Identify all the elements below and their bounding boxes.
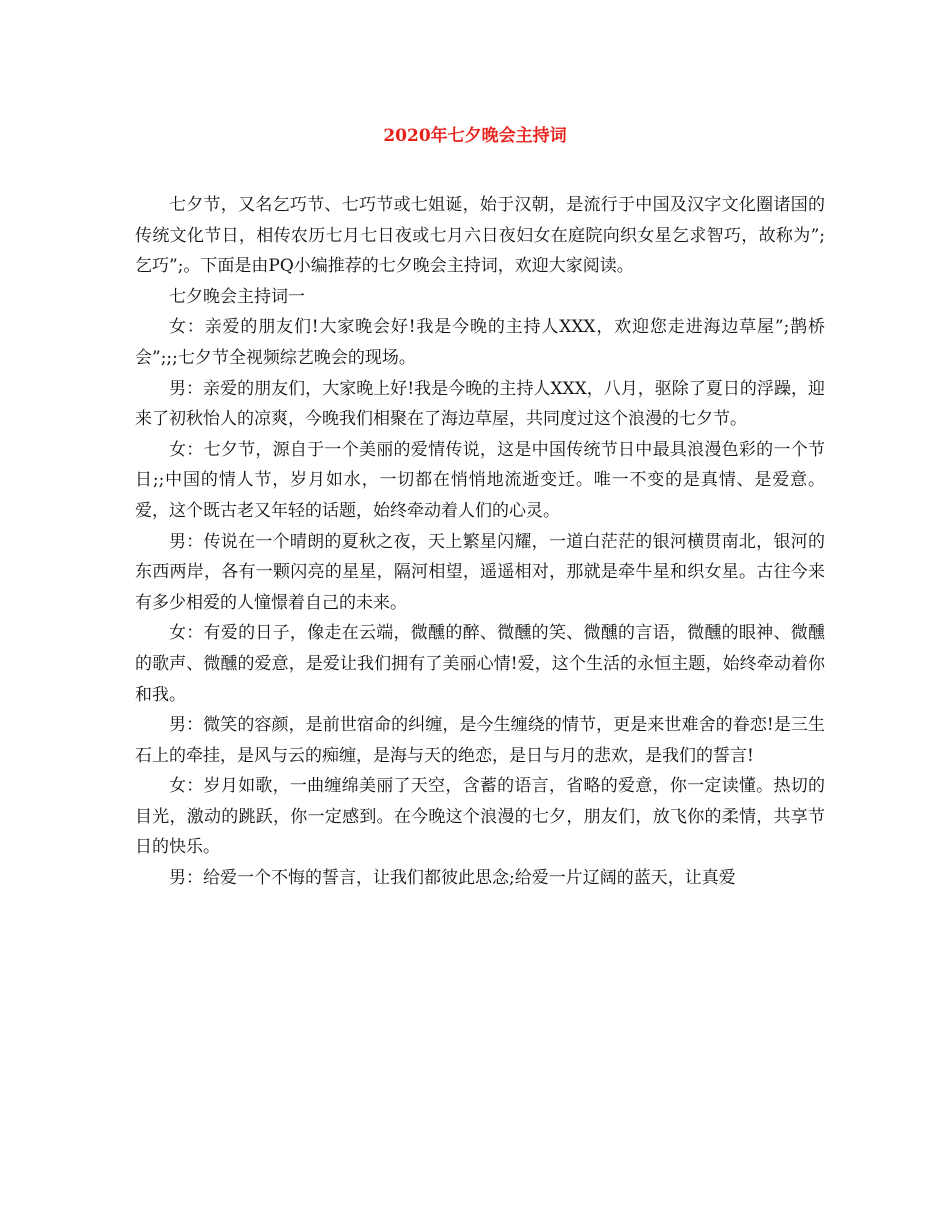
paragraph-female-2: 女：七夕节，源自于一个美丽的爱情传说，这是中国传统节日中最具浪漫色彩的一个节日;;中国的情人节，岁月如水，一切都在悄悄地流逝变迁。唯一不变的是真情、是爱意。爱，这个既古老又年轻的话题，始终牵动着人们的心灵。 (135, 439, 825, 521)
paragraph-female-3: 女：有爱的日子，像走在云端，微醺的醉、微醺的笑、微醺的言语，微醺的眼神、微醺的歌声、微醺的爱意，是爱让我们拥有了美丽心情!爱，这个生活的永恒主题，始终牵动着你和我。 (135, 623, 825, 705)
paragraph-female-1: 女：亲爱的朋友们!大家晚会好!我是今晚的主持人XXX，欢迎您走进海边草屋”;鹊桥会”;;;七夕节全视频综艺晚会的现场。 (135, 317, 825, 368)
paragraph-intro: 七夕节，又名乞巧节、七巧节或七姐诞，始于汉朝，是流行于中国及汉字文化圈诸国的传统文化节日，相传农历七月七日夜或七月六日夜妇女在庭院向织女星乞求智巧，故称为”;乞巧”;。下面是由PQ小编推荐的七夕晚会主持词，欢迎大家阅读。 (135, 195, 825, 277)
document-body (135, 190, 825, 894)
paragraph-female-4: 女：岁月如歌，一曲缠绵美丽了天空，含蓄的语言，省略的爱意，你一定读懂。热切的目光，激动的跳跃，你一定感到。在今晚这个浪漫的七夕，朋友们，放飞你的柔情，共享节日的快乐。 (135, 776, 825, 858)
paragraph-male-2: 男：传说在一个晴朗的夏秋之夜，天上繁星闪耀，一道白茫茫的银河横贯南北，银河的东西两岸，各有一颗闪亮的星星，隔河相望，遥遥相对，那就是牵牛星和织女星。古往今来有多少相爱的人憧憬着自己的未来。 (135, 531, 825, 613)
document-title: 2020年七夕晚会主持词 (383, 126, 567, 146)
paragraph-male-1: 男：亲爱的朋友们，大家晚上好!我是今晚的主持人XXX，八月，驱除了夏日的浮躁，迎来了初秋怡人的凉爽，今晚我们相聚在了海边草屋，共同度过这个浪漫的七夕节。 (135, 378, 825, 430)
section-heading: 七夕晚会主持词一 (169, 286, 305, 307)
paragraph-male-4: 男：给爱一个不悔的誓言，让我们都彼此思念;给爱一片辽阔的蓝天，让真爱 (169, 868, 736, 889)
paragraph-male-3: 男：微笑的容颜，是前世宿命的纠缠，是今生缠绕的情节，更是来世难舍的眷恋!是三生石上的牵挂，是风与云的痴缠，是海与天的绝恋，是日与月的悲欢，是我们的誓言! (135, 715, 825, 766)
